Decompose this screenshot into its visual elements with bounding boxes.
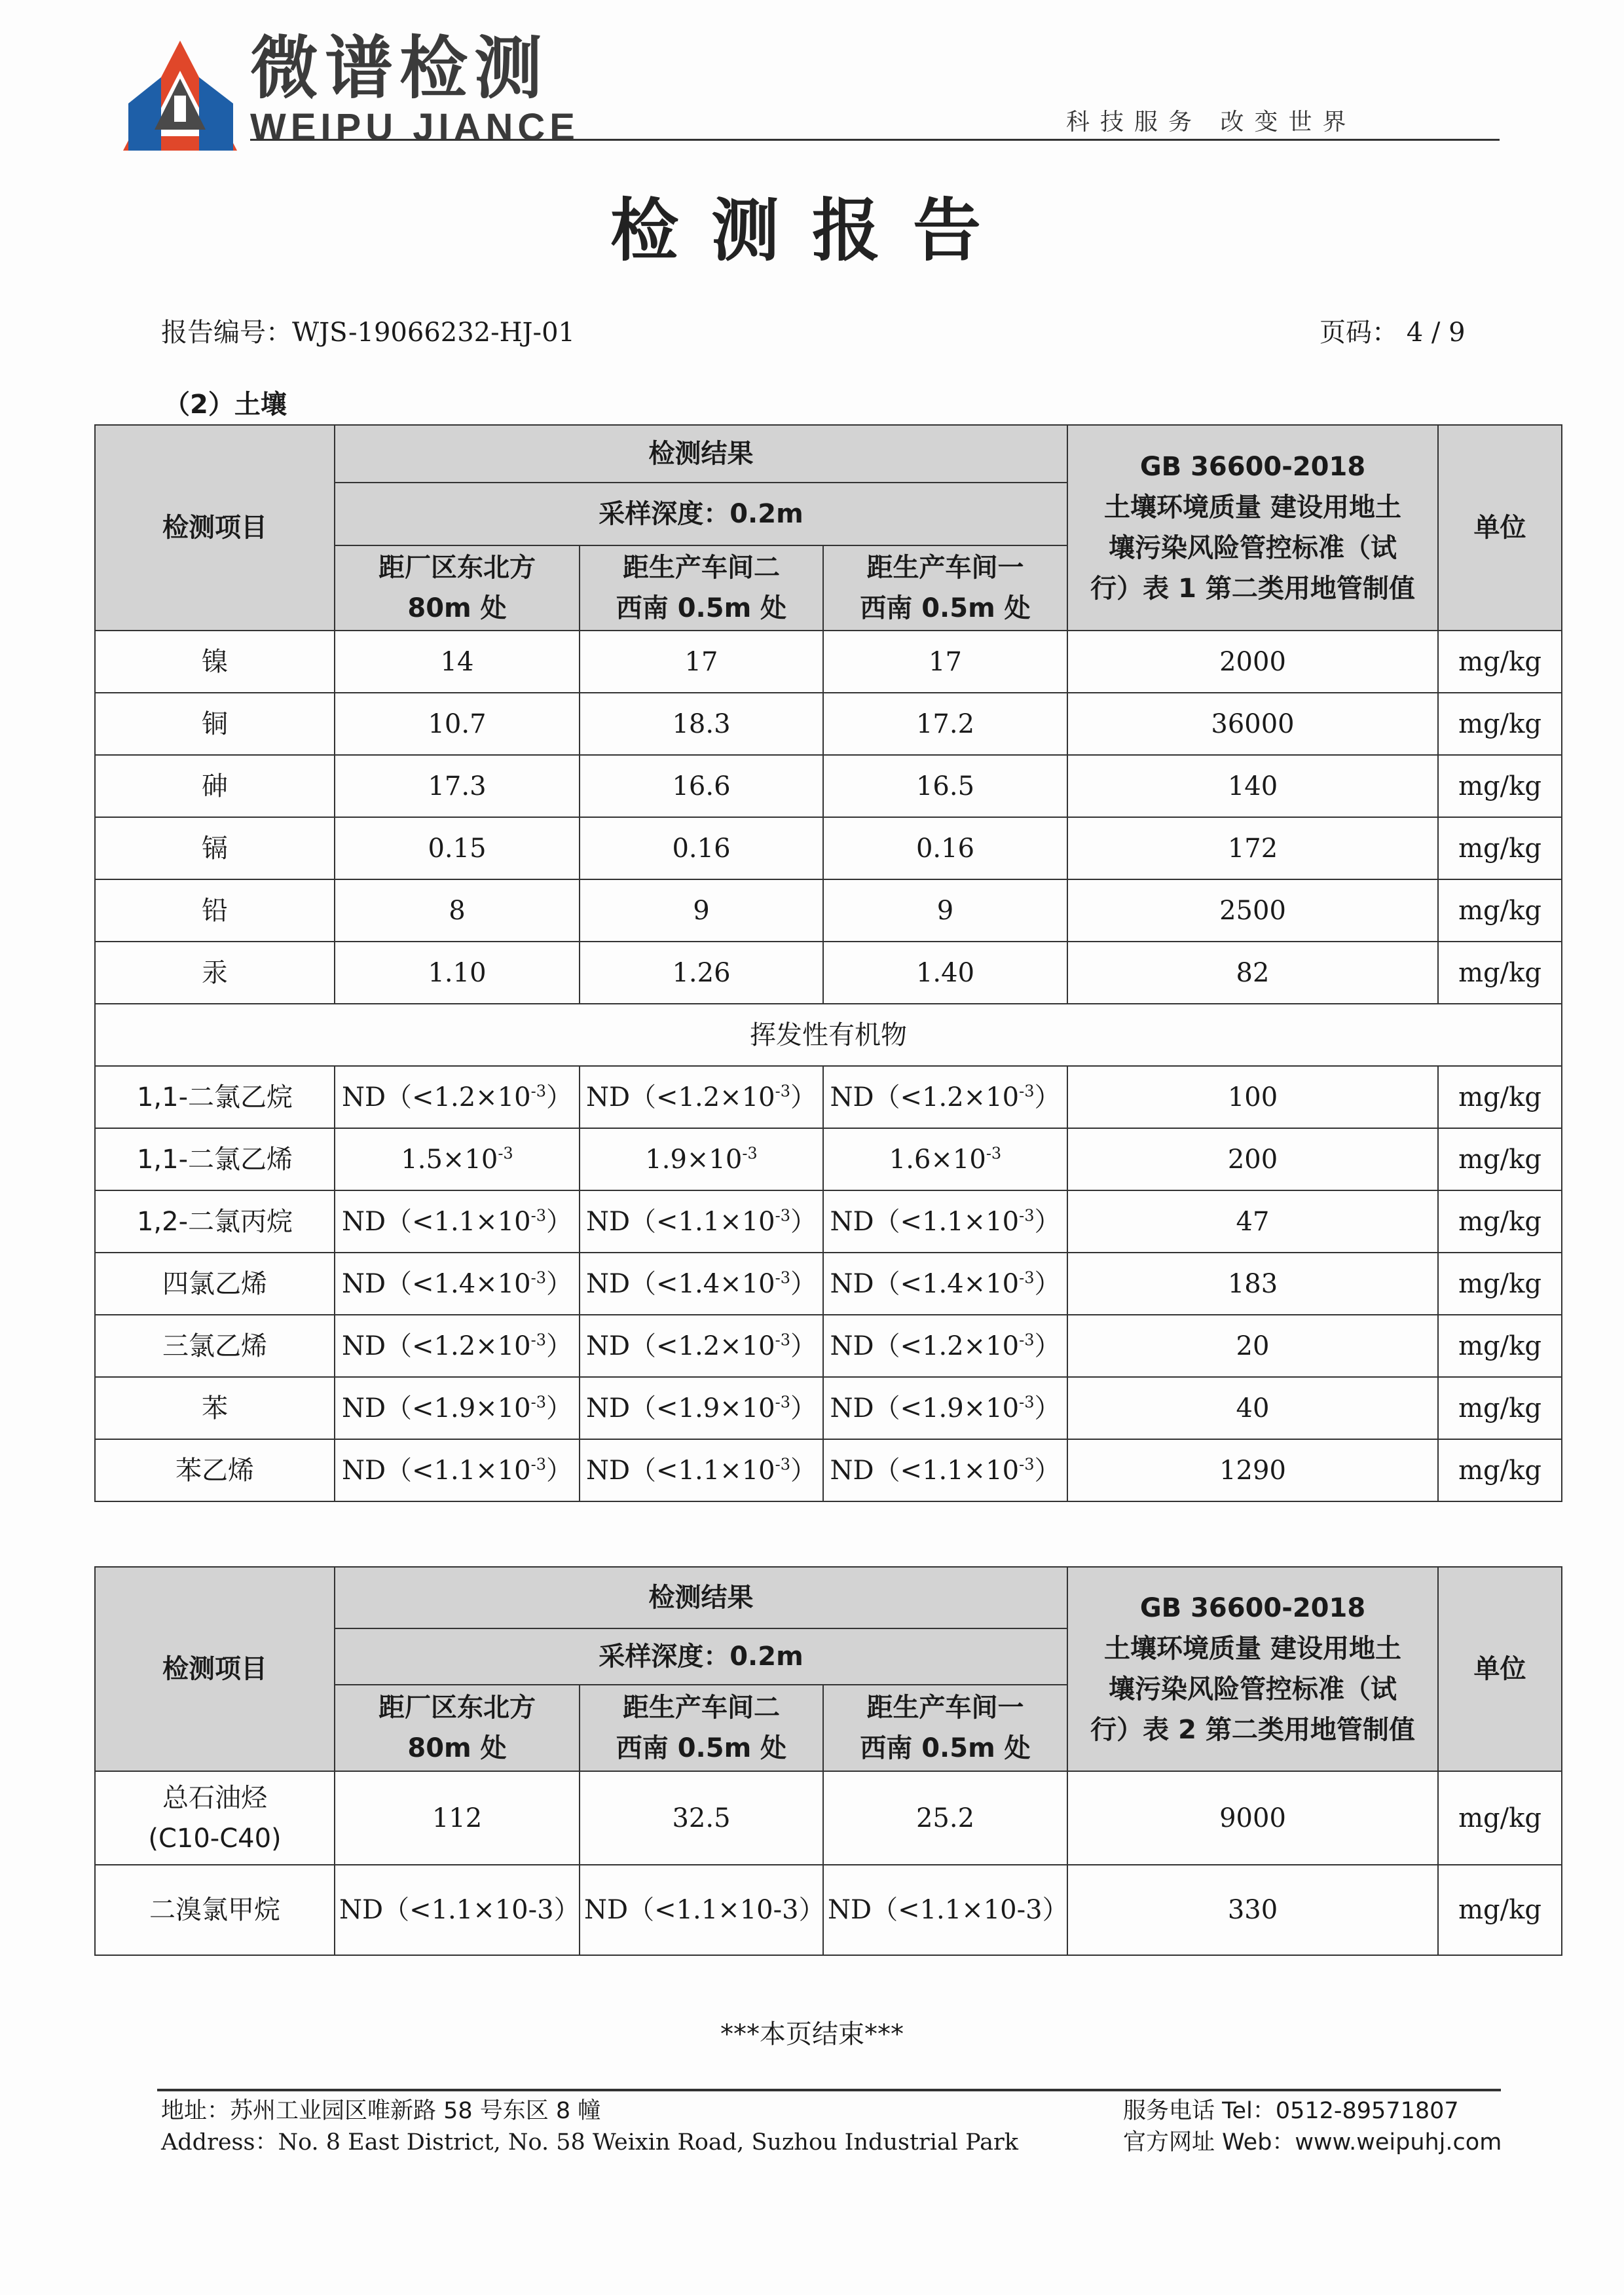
value-location-1: 8	[335, 879, 580, 942]
analyte-name-line-1: 二溴氯甲烷	[149, 1895, 280, 1925]
address-english: Address：No. 8 East District, No. 58 Weixin Road, Suzhou Industrial Park	[161, 2129, 1018, 2156]
location-2-line-1: 距生产车间二	[623, 553, 780, 583]
value-location-2: 32.5	[580, 1771, 823, 1865]
unit: mg/kg	[1438, 817, 1562, 879]
value-base: ND（<1.9×10	[830, 1393, 1020, 1423]
value-location-1	[335, 1253, 580, 1315]
analyte-name	[95, 1865, 335, 1955]
soil-results-table-1	[94, 424, 1562, 1502]
value-exponent: -3	[1019, 1331, 1035, 1349]
value-location-3: ND（<1.1×10-3）	[823, 1865, 1067, 1955]
unit: mg/kg	[1438, 1865, 1562, 1955]
value-base: ND（<1.1×10	[585, 1206, 775, 1237]
standard-limit: 9000	[1067, 1771, 1438, 1865]
table-row	[95, 817, 1562, 879]
location-3-line-2: 西南 0.5m 处	[860, 593, 1031, 623]
voc-rows	[95, 1066, 1562, 1501]
table-row	[95, 1865, 1562, 1955]
analyte-name: 苯乙烯	[95, 1439, 335, 1501]
table-row	[95, 1066, 1562, 1128]
header-location-2	[580, 545, 823, 631]
location-3-line-2: 西南 0.5m 处	[860, 1733, 1031, 1763]
value-location-3: 1.40	[823, 942, 1067, 1004]
value-location-3: 17	[823, 631, 1067, 693]
value-location-1: ND（<1.1×10-3）	[335, 1865, 580, 1955]
standard-code: GB 36600-2018	[1139, 1593, 1366, 1623]
logo-english-name: WEIPU JIANCE	[250, 106, 580, 149]
section-label: （2）土壤	[164, 390, 287, 420]
location-3-line-1: 距生产车间一	[866, 1693, 1024, 1723]
value-tail: ）	[790, 1393, 817, 1423]
value-base: ND（<1.2×10	[830, 1082, 1020, 1112]
value-tail: ）	[790, 1082, 817, 1112]
table-row	[95, 1377, 1562, 1439]
value-location-2: 17	[580, 631, 823, 693]
value-tail: ）	[546, 1393, 572, 1423]
unit: mg/kg	[1438, 1066, 1562, 1128]
analyte-name: 汞	[95, 942, 335, 1004]
table-row	[95, 1128, 1562, 1190]
value-tail: ）	[1034, 1082, 1061, 1112]
value-exponent: -3	[530, 1268, 546, 1287]
value-exponent: -3	[1019, 1206, 1035, 1225]
table-row	[95, 1253, 1562, 1315]
value-base: ND（<1.1×10	[830, 1206, 1020, 1237]
value-base: ND（<1.2×10	[585, 1082, 775, 1112]
value-location-1	[335, 1066, 580, 1128]
value-location-2	[580, 1439, 823, 1501]
value-tail: ）	[790, 1455, 817, 1486]
table-row	[95, 755, 1562, 817]
value-tail: ）	[546, 1455, 572, 1486]
value-location-3	[823, 1377, 1067, 1439]
location-2-line-2: 西南 0.5m 处	[616, 593, 787, 623]
table-row	[95, 1315, 1562, 1377]
standard-limit: 36000	[1067, 693, 1438, 755]
value-tail: ）	[790, 1268, 817, 1299]
value-location-2: 0.16	[580, 817, 823, 879]
value-base: 1.5×10	[401, 1144, 498, 1175]
unit: mg/kg	[1438, 631, 1562, 693]
analyte-name-line-1: 总石油烃	[162, 1782, 267, 1813]
soil-results-table-2	[94, 1566, 1562, 1956]
value-location-1: 1.10	[335, 942, 580, 1004]
value-tail: ）	[1034, 1393, 1061, 1423]
value-exponent: -3	[775, 1268, 790, 1287]
unit: mg/kg	[1438, 1315, 1562, 1377]
value-exponent: -3	[530, 1206, 546, 1225]
company-logo-icon	[122, 38, 238, 153]
standard-limit: 100	[1067, 1066, 1438, 1128]
analyte-name	[95, 1771, 335, 1865]
standard-desc-2: 壤污染风险管控标准（试	[1109, 1674, 1397, 1704]
standard-limit: 200	[1067, 1128, 1438, 1190]
standard-desc-3: 行）表 1 第二类用地管制值	[1090, 574, 1415, 604]
value-tail: ）	[1034, 1268, 1061, 1299]
analyte-name: 镍	[95, 631, 335, 693]
value-location-3: 9	[823, 879, 1067, 942]
header-rule	[576, 139, 1500, 141]
value-location-2	[580, 1128, 823, 1190]
value-base: ND（<1.4×10	[585, 1268, 775, 1299]
value-location-3: 0.16	[823, 817, 1067, 879]
header-item: 检测项目	[95, 1567, 335, 1771]
report-number: 报告编号：WJS-19066232-HJ-01	[161, 318, 575, 348]
table-row	[95, 693, 1562, 755]
analyte-name: 砷	[95, 755, 335, 817]
analyte-name: 1,1-二氯乙烯	[95, 1128, 335, 1190]
website-link[interactable]: 官方网址 Web：www.weipuhj.com	[1123, 2129, 1502, 2156]
value-exponent: -3	[775, 1206, 790, 1225]
analyte-name-line-2: (C10-C40)	[148, 1823, 282, 1854]
unit: mg/kg	[1438, 1253, 1562, 1315]
standard-desc-1: 土壤环境质量 建设用地土	[1104, 1634, 1401, 1664]
value-exponent: -3	[1019, 1268, 1035, 1287]
header-sampling-depth: 采样深度：0.2m	[335, 1628, 1067, 1685]
value-exponent: -3	[742, 1144, 758, 1163]
value-location-2	[580, 1315, 823, 1377]
address-chinese: 地址：苏州工业园区唯新路 58 号东区 8 幢	[161, 2098, 601, 2124]
value-exponent: -3	[986, 1144, 1002, 1163]
header-unit: 单位	[1438, 425, 1562, 631]
standard-desc-2: 壤污染风险管控标准（试	[1109, 533, 1397, 563]
value-exponent: -3	[498, 1144, 513, 1163]
header-results: 检测结果	[335, 1567, 1067, 1628]
table-row	[95, 631, 1562, 693]
value-base: ND（<1.1×10	[585, 1455, 775, 1486]
value-location-3	[823, 1315, 1067, 1377]
value-base: ND（<1.4×10	[341, 1268, 531, 1299]
analyte-name: 铜	[95, 693, 335, 755]
location-1-line-2: 80m 处	[407, 593, 507, 623]
location-1-line-1: 距厂区东北方	[378, 553, 536, 583]
value-exponent: -3	[775, 1393, 790, 1412]
value-base: ND（<1.2×10	[341, 1331, 531, 1361]
value-exponent: -3	[775, 1455, 790, 1474]
unit: mg/kg	[1438, 879, 1562, 942]
unit: mg/kg	[1438, 1771, 1562, 1865]
value-exponent: -3	[530, 1455, 546, 1474]
value-location-2: 9	[580, 879, 823, 942]
header-sampling-depth: 采样深度：0.2m	[335, 483, 1067, 545]
location-1-line-1: 距厂区东北方	[378, 1693, 536, 1723]
value-exponent: -3	[530, 1082, 546, 1101]
analyte-name: 铅	[95, 879, 335, 942]
standard-desc-3: 行）表 2 第二类用地管制值	[1090, 1715, 1415, 1745]
value-exponent: -3	[530, 1393, 546, 1412]
logo-chinese-name: 微谱检测	[250, 28, 549, 108]
table-row	[95, 942, 1562, 1004]
value-location-2: ND（<1.1×10-3）	[580, 1865, 823, 1955]
value-location-2	[580, 1377, 823, 1439]
value-base: ND（<1.1×10	[341, 1455, 531, 1486]
header-results: 检测结果	[335, 425, 1067, 483]
standard-limit: 140	[1067, 755, 1438, 817]
value-location-2	[580, 1190, 823, 1253]
value-location-3: 16.5	[823, 755, 1067, 817]
value-location-1: 14	[335, 631, 580, 693]
location-3-line-1: 距生产车间一	[866, 553, 1024, 583]
value-base: ND（<1.9×10	[585, 1393, 775, 1423]
value-exponent: -3	[775, 1331, 790, 1349]
value-location-3	[823, 1066, 1067, 1128]
table-row	[95, 879, 1562, 942]
value-base: ND（<1.2×10	[830, 1331, 1020, 1361]
standard-code: GB 36600-2018	[1139, 452, 1366, 482]
value-location-1: 112	[335, 1771, 580, 1865]
voc-heading: 挥发性有机物	[95, 1004, 1562, 1066]
header-item: 检测项目	[95, 425, 335, 631]
analyte-name: 四氯乙烯	[95, 1253, 335, 1315]
value-location-2: 16.6	[580, 755, 823, 817]
header-location-1	[335, 1685, 580, 1771]
value-base: 1.9×10	[645, 1144, 743, 1175]
standard-limit: 82	[1067, 942, 1438, 1004]
value-base: ND（<1.4×10	[830, 1268, 1020, 1299]
footer-rule	[157, 2089, 1501, 2091]
location-2-line-1: 距生产车间二	[623, 1693, 780, 1723]
header-location-2	[580, 1685, 823, 1771]
value-exponent: -3	[1019, 1393, 1035, 1412]
value-location-1	[335, 1315, 580, 1377]
value-location-3	[823, 1439, 1067, 1501]
standard-limit: 40	[1067, 1377, 1438, 1439]
value-exponent: -3	[530, 1331, 546, 1349]
standard-desc-1: 土壤环境质量 建设用地土	[1104, 492, 1401, 523]
value-location-3	[823, 1253, 1067, 1315]
value-location-1: 10.7	[335, 693, 580, 755]
value-location-2	[580, 1253, 823, 1315]
value-base: ND（<1.1×10	[341, 1206, 531, 1237]
analyte-name: 三氯乙烯	[95, 1315, 335, 1377]
unit: mg/kg	[1438, 1377, 1562, 1439]
company-slogan: 科技服务 改变世界	[1066, 109, 1357, 136]
table-row	[95, 1771, 1562, 1865]
metal-rows	[95, 631, 1562, 1004]
unit: mg/kg	[1438, 755, 1562, 817]
value-tail: ）	[546, 1206, 572, 1237]
value-tail: ）	[546, 1268, 572, 1299]
value-base: ND（<1.1×10	[830, 1455, 1020, 1486]
value-location-3: 17.2	[823, 693, 1067, 755]
logo-underline	[250, 139, 578, 141]
value-tail: ）	[1034, 1331, 1061, 1361]
page-end-marker: ***本页结束***	[720, 2019, 904, 2049]
standard-limit: 2000	[1067, 631, 1438, 693]
unit: mg/kg	[1438, 1439, 1562, 1501]
standard-limit: 47	[1067, 1190, 1438, 1253]
header-standard	[1067, 425, 1438, 631]
value-base: ND（<1.9×10	[341, 1393, 531, 1423]
value-location-1	[335, 1128, 580, 1190]
document-title: 检测报告	[610, 191, 1014, 270]
value-tail: ）	[790, 1331, 817, 1361]
standard-limit: 330	[1067, 1865, 1438, 1955]
value-tail: ）	[1034, 1455, 1061, 1486]
value-tail: ）	[546, 1331, 572, 1361]
value-location-1	[335, 1439, 580, 1501]
unit: mg/kg	[1438, 942, 1562, 1004]
value-base: ND（<1.2×10	[585, 1331, 775, 1361]
standard-limit: 183	[1067, 1253, 1438, 1315]
unit: mg/kg	[1438, 693, 1562, 755]
standard-limit: 1290	[1067, 1439, 1438, 1501]
value-location-1	[335, 1190, 580, 1253]
header-unit: 单位	[1438, 1567, 1562, 1771]
value-location-2: 18.3	[580, 693, 823, 755]
value-location-1: 0.15	[335, 817, 580, 879]
value-location-3: 25.2	[823, 1771, 1067, 1865]
table-2-rows	[95, 1771, 1562, 1955]
location-1-line-2: 80m 处	[407, 1733, 507, 1763]
standard-limit: 2500	[1067, 879, 1438, 942]
analyte-name: 1,1-二氯乙烷	[95, 1066, 335, 1128]
unit: mg/kg	[1438, 1190, 1562, 1253]
value-base: ND（<1.2×10	[341, 1082, 531, 1112]
service-phone: 服务电话 Tel：0512-89571807	[1123, 2098, 1459, 2124]
value-location-3	[823, 1128, 1067, 1190]
standard-limit: 172	[1067, 817, 1438, 879]
value-location-1	[335, 1377, 580, 1439]
header-location-3	[823, 545, 1067, 631]
unit: mg/kg	[1438, 1128, 1562, 1190]
value-exponent: -3	[1019, 1082, 1035, 1101]
value-location-2: 1.26	[580, 942, 823, 1004]
value-exponent: -3	[775, 1082, 790, 1101]
table-row	[95, 1190, 1562, 1253]
value-base: 1.6×10	[889, 1144, 986, 1175]
analyte-name: 镉	[95, 817, 335, 879]
header-standard	[1067, 1567, 1438, 1771]
value-location-1: 17.3	[335, 755, 580, 817]
standard-limit: 20	[1067, 1315, 1438, 1377]
value-exponent: -3	[1019, 1455, 1035, 1474]
value-tail: ）	[790, 1206, 817, 1237]
header-location-3	[823, 1685, 1067, 1771]
value-location-2	[580, 1066, 823, 1128]
value-tail: ）	[546, 1082, 572, 1112]
location-2-line-2: 西南 0.5m 处	[616, 1733, 787, 1763]
value-tail: ）	[1034, 1206, 1061, 1237]
analyte-name: 1,2-二氯丙烷	[95, 1190, 335, 1253]
analyte-name: 苯	[95, 1377, 335, 1439]
page-number: 页码： 4 / 9	[1320, 318, 1466, 348]
value-location-3	[823, 1190, 1067, 1253]
table-row	[95, 1439, 1562, 1501]
header-location-1	[335, 545, 580, 631]
